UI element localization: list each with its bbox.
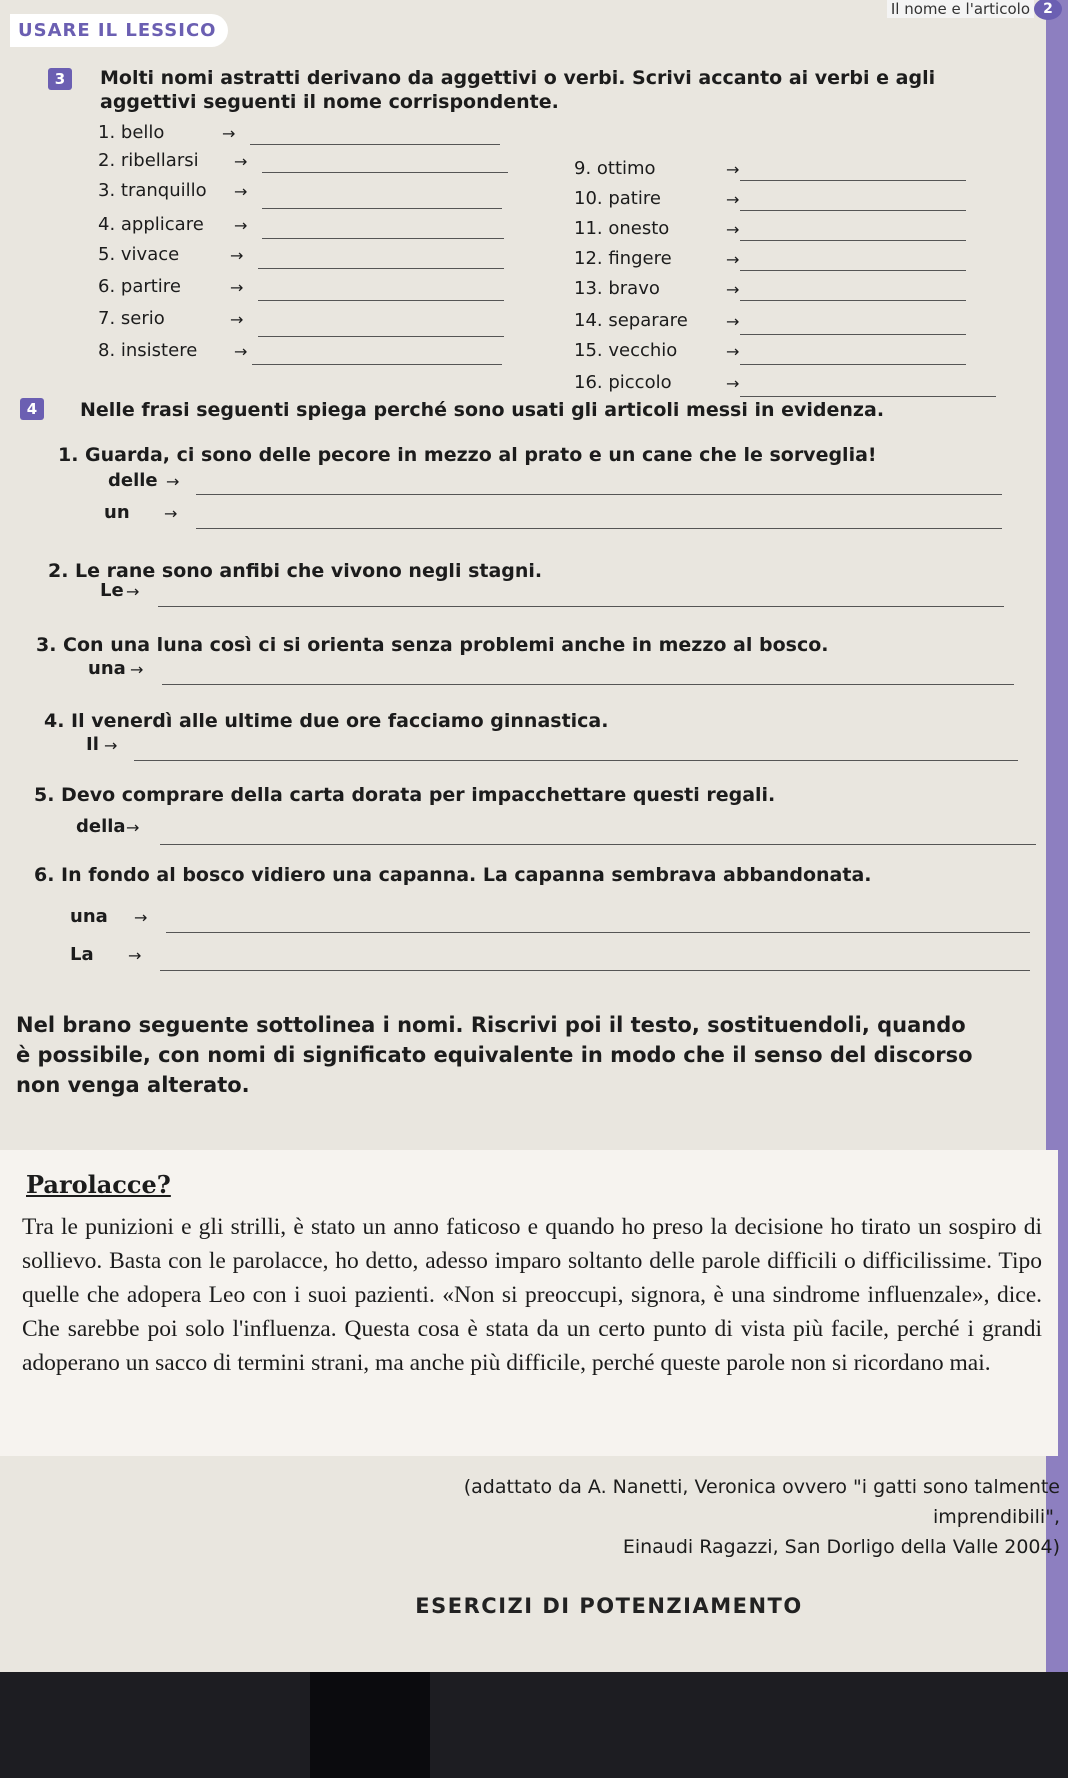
ex4-answer-line-6b[interactable] [160,970,1030,971]
ex3-arrow: → [234,182,248,201]
ex4-arrow: → [164,504,178,523]
footer-heading: ESERCIZI DI POTENZIAMENTO [415,1594,803,1618]
ex3-arrow: → [234,342,248,361]
ex4-answer-line-6a[interactable] [166,932,1030,933]
ex3-item-11: 11. onesto [574,218,670,239]
ex3-arrow: → [230,278,244,297]
ex3-answer-line-7[interactable] [258,336,504,337]
story-credit [360,1472,1060,1562]
ex3-item-8: 8. insistere [98,340,198,361]
ex3-answer-line-14[interactable] [740,334,966,335]
ex3-arrow: → [230,310,244,329]
ex3-item-4: 4. applicare [98,214,204,235]
ex3-answer-line-2[interactable] [262,172,508,173]
exercise-3-number: 3 [48,68,72,90]
ex3-arrow: → [234,152,248,171]
ex3-answer-line-1[interactable] [250,144,500,145]
ex3-item-1: 1. bello [98,122,165,143]
ex3-arrow: → [222,124,236,143]
ex3-arrow: → [726,342,740,361]
ex3-item-7: 7. serio [98,308,165,329]
story-credit-line-2: Einaudi Ragazzi, San Dorligo della Valle 2004) [622,1536,1060,1558]
ex4-arrow: → [104,736,118,755]
ex3-answer-line-16[interactable] [740,396,996,397]
ex3-item-3: 3. tranquillo [98,180,207,201]
ex4-arrow: → [134,908,148,927]
ex3-answer-line-11[interactable] [740,240,966,241]
ex3-arrow: → [726,160,740,179]
exercise-4-instruction: Nelle frasi seguenti spiega perché sono usati gli articoli messi in evidenza. [80,399,885,421]
ex3-answer-line-9[interactable] [740,180,966,181]
ex4-arrow: → [130,660,144,679]
section-tag: USARE IL LESSICO [10,14,228,47]
ex4-sentence-2: 2. Le rane sono anfibi che vivono negli stagni. [48,560,543,582]
ex3-arrow: → [230,246,244,265]
story-title: Parolacce? [26,1170,171,1199]
ex4-word-la: La [70,944,94,965]
ex4-word-della: della [76,816,126,837]
ex3-arrow: → [726,250,740,269]
ex3-item-16: 16. piccolo [574,372,672,393]
ex3-answer-line-4[interactable] [262,238,504,239]
ex4-answer-line-1a[interactable] [196,494,1002,495]
ex4-sentence-6: 6. In fondo al bosco vidiero una capanna. La capanna sembrava abbandonata. [34,864,872,886]
ex4-answer-line-5[interactable] [160,844,1036,845]
ex4-word-una: una [88,658,126,679]
ex4-answer-line-1b[interactable] [196,528,1002,529]
ex3-item-6: 6. partire [98,276,181,297]
ex4-arrow: → [126,818,140,837]
ex3-item-12: 12. fingere [574,248,672,269]
ex3-answer-line-12[interactable] [740,270,966,271]
ex4-answer-line-4[interactable] [134,760,1018,761]
ex4-sentence-3: 3. Con una luna così ci si orienta senza problemi anche in mezzo al bosco. [36,634,829,656]
ex4-arrow: → [126,582,140,601]
ex3-arrow: → [726,280,740,299]
ex3-answer-line-10[interactable] [740,210,966,211]
ex3-arrow: → [726,312,740,331]
ex4-arrow: → [166,472,180,491]
ex4-arrow: → [128,946,142,965]
ex3-item-13: 13. bravo [574,278,660,299]
page-badge: 2 [1034,0,1062,20]
ex3-item-5: 5. vivace [98,244,180,265]
ex4-word-una-2: una [70,906,108,927]
running-head: Il nome e l'articolo [887,0,1034,18]
ex4-sentence-4: 4. Il venerdì alle ultime due ore facciamo ginnastica. [44,710,609,732]
ex3-answer-line-5[interactable] [258,268,504,269]
ex3-answer-line-15[interactable] [740,364,966,365]
ex4-sentence-5: 5. Devo comprare della carta dorata per impacchettare questi regali. [34,784,776,806]
ex3-answer-line-6[interactable] [258,300,504,301]
ex3-answer-line-13[interactable] [740,300,966,301]
ex4-answer-line-2[interactable] [158,606,1004,607]
exercise-5-instruction: Nel brano seguente sottolinea i nomi. Riscrivi poi il testo, sostituendoli, quando è possibile, con nomi di significato equivalente in modo che il senso del discorso non venga alterato. [16,1013,973,1097]
ex4-word-delle: delle [108,470,158,491]
story-credit-line-1: (adattato da A. Nanetti, Veronica ovvero "i gatti sono talmente imprendibili", [463,1476,1060,1528]
ex3-item-10: 10. patire [574,188,661,209]
book-spine [310,1672,430,1778]
ex3-arrow: → [726,190,740,209]
ex3-answer-line-3[interactable] [262,208,502,209]
ex4-sentence-1: 1. Guarda, ci sono delle pecore in mezzo al prato e un cane che le sorveglia! [58,444,877,466]
ex4-word-il: Il [86,734,99,755]
ex3-arrow: → [726,374,740,393]
exercise-4-number: 4 [20,398,44,420]
ex3-item-15: 15. vecchio [574,340,678,361]
ex3-item-9: 9. ottimo [574,158,656,179]
ex3-item-2: 2. ribellarsi [98,150,199,171]
ex3-arrow: → [726,220,740,239]
story-text: Tra le punizioni e gli strilli, è stato un anno faticoso e quando ho preso la decisione ho tirato un sospiro di sollievo. Basta con le parolacce, ho detto, adesso imparo soltanto delle parole difficili o difficilissime. Tipo quelle che adopera Leo con i suoi pazienti. «Non si preoccupi, signora, è una sindrome influenzale», dice. Che sarebbe poi solo l'influenza. Questa cosa è stata da un certo punto di vista più facile, perché i grandi adoperano un sacco di termini strani, ma anche più difficile, perché queste parole non si ricordano mai. [22,1214,1042,1376]
ex3-arrow: → [234,216,248,235]
ex4-answer-line-3[interactable] [162,684,1014,685]
ex3-answer-line-8[interactable] [252,364,502,365]
photo-background-bottom [0,1672,1068,1778]
ex4-word-un: un [104,502,130,523]
exercise-3-instruction: Molti nomi astratti derivano da aggettivi o verbi. Scrivi accanto ai verbi e agli aggettivi seguenti il nome corrispondente. [100,67,936,113]
ex3-item-14: 14. separare [574,310,688,331]
ex4-word-le: Le [100,580,124,601]
